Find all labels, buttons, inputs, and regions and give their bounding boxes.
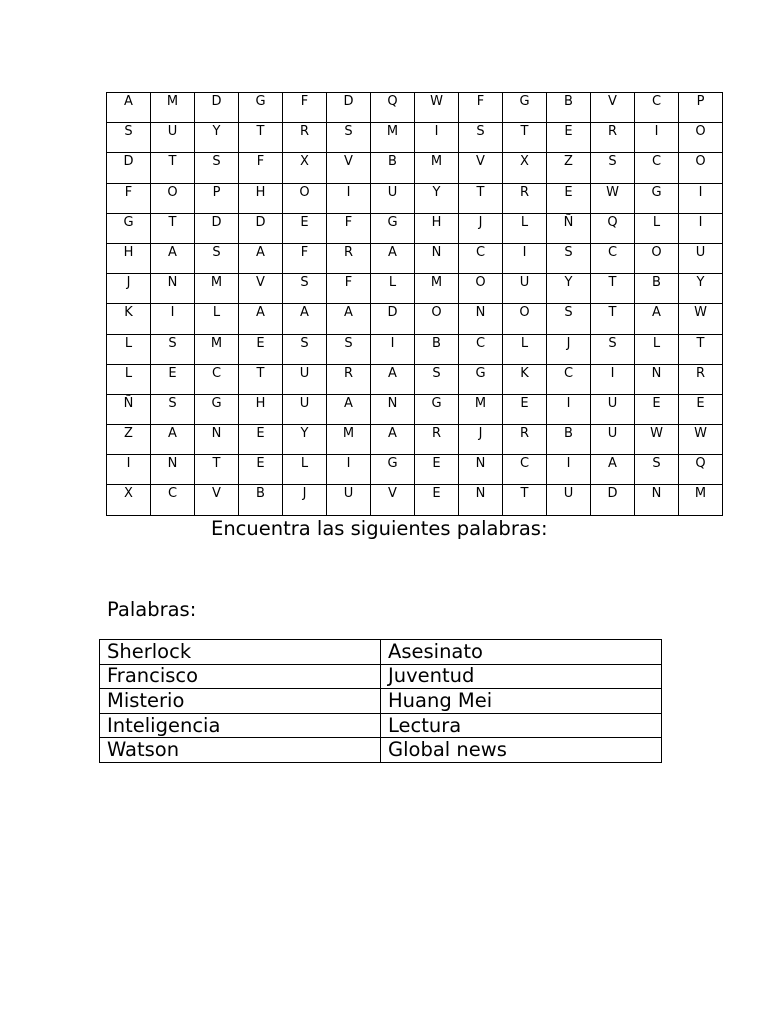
grid-cell: S	[547, 304, 591, 334]
word-list-cell: Sherlock	[100, 640, 381, 665]
grid-row	[107, 485, 723, 515]
grid-cell: S	[459, 123, 503, 153]
grid-cell: Y	[195, 123, 239, 153]
grid-cell: N	[151, 455, 195, 485]
grid-cell: R	[327, 243, 371, 273]
grid-cell: M	[415, 153, 459, 183]
grid-cell: S	[591, 153, 635, 183]
grid-cell: E	[283, 213, 327, 243]
grid-cell: I	[503, 243, 547, 273]
word-list-row	[100, 640, 662, 665]
grid-cell: R	[679, 364, 723, 394]
grid-cell: G	[503, 93, 547, 123]
grid-cell: C	[635, 153, 679, 183]
grid-cell: I	[107, 455, 151, 485]
word-list-cell: Francisco	[100, 664, 381, 689]
grid-cell: G	[371, 213, 415, 243]
grid-cell: E	[415, 455, 459, 485]
grid-cell: M	[371, 123, 415, 153]
grid-cell: A	[371, 425, 415, 455]
grid-cell: T	[591, 274, 635, 304]
grid-cell: P	[679, 93, 723, 123]
grid-cell: C	[503, 455, 547, 485]
grid-cell: N	[635, 364, 679, 394]
grid-cell: L	[283, 455, 327, 485]
grid-cell: F	[327, 213, 371, 243]
grid-cell: F	[459, 93, 503, 123]
grid-cell: R	[327, 364, 371, 394]
grid-row	[107, 123, 723, 153]
grid-cell: A	[327, 394, 371, 424]
grid-cell: J	[283, 485, 327, 515]
grid-cell: C	[591, 243, 635, 273]
grid-cell: S	[107, 123, 151, 153]
grid-cell: F	[107, 183, 151, 213]
grid-cell: Y	[547, 274, 591, 304]
grid-cell: N	[371, 394, 415, 424]
grid-cell: U	[151, 123, 195, 153]
grid-cell: R	[591, 123, 635, 153]
grid-cell: I	[371, 334, 415, 364]
grid-cell: A	[107, 93, 151, 123]
grid-cell: D	[239, 213, 283, 243]
grid-cell: F	[283, 93, 327, 123]
grid-cell: O	[459, 274, 503, 304]
grid-cell: S	[547, 243, 591, 273]
grid-cell: K	[107, 304, 151, 334]
grid-cell: S	[283, 274, 327, 304]
grid-cell: I	[327, 183, 371, 213]
grid-cell: N	[415, 243, 459, 273]
grid-cell: U	[371, 183, 415, 213]
grid-cell: S	[195, 153, 239, 183]
grid-cell: V	[591, 93, 635, 123]
grid-cell: J	[459, 425, 503, 455]
grid-cell: H	[239, 183, 283, 213]
grid-cell: F	[327, 274, 371, 304]
grid-cell: U	[283, 364, 327, 394]
grid-cell: A	[239, 304, 283, 334]
grid-cell: W	[635, 425, 679, 455]
grid-cell: E	[679, 394, 723, 424]
grid-cell: E	[415, 485, 459, 515]
grid-cell: W	[679, 425, 723, 455]
grid-row	[107, 183, 723, 213]
grid-cell: T	[679, 334, 723, 364]
word-list-cell: Inteligencia	[100, 713, 381, 738]
grid-cell: Q	[591, 213, 635, 243]
instruction-text: Encuentra las siguientes palabras:	[211, 517, 548, 540]
grid-cell: A	[371, 243, 415, 273]
grid-cell: T	[239, 364, 283, 394]
grid-cell: E	[239, 334, 283, 364]
grid-cell: C	[195, 364, 239, 394]
grid-cell: N	[635, 485, 679, 515]
grid-cell: B	[547, 425, 591, 455]
grid-cell: V	[327, 153, 371, 183]
grid-cell: H	[107, 243, 151, 273]
grid-cell: B	[371, 153, 415, 183]
grid-cell: U	[679, 243, 723, 273]
grid-cell: X	[503, 153, 547, 183]
grid-cell: M	[151, 93, 195, 123]
grid-cell: G	[415, 394, 459, 424]
grid-cell: L	[107, 364, 151, 394]
grid-cell: S	[635, 455, 679, 485]
grid-cell: V	[371, 485, 415, 515]
grid-cell: G	[107, 213, 151, 243]
grid-cell: S	[327, 123, 371, 153]
grid-cell: G	[195, 394, 239, 424]
grid-cell: T	[151, 153, 195, 183]
grid-cell: D	[591, 485, 635, 515]
grid-cell: C	[459, 243, 503, 273]
grid-cell: O	[635, 243, 679, 273]
grid-cell: L	[107, 334, 151, 364]
grid-cell: S	[195, 243, 239, 273]
grid-cell: R	[415, 425, 459, 455]
grid-cell: F	[283, 243, 327, 273]
grid-cell: A	[283, 304, 327, 334]
grid-cell: Z	[107, 425, 151, 455]
grid-cell: A	[151, 243, 195, 273]
grid-cell: J	[459, 213, 503, 243]
grid-cell: I	[547, 394, 591, 424]
grid-cell: U	[591, 394, 635, 424]
word-list-cell: Global news	[381, 738, 662, 763]
grid-cell: U	[327, 485, 371, 515]
grid-cell: O	[679, 123, 723, 153]
grid-cell: C	[151, 485, 195, 515]
grid-cell: O	[283, 183, 327, 213]
grid-cell: X	[107, 485, 151, 515]
grid-cell: I	[635, 123, 679, 153]
grid-cell: A	[371, 364, 415, 394]
grid-cell: G	[371, 455, 415, 485]
grid-cell: B	[547, 93, 591, 123]
grid-cell: Y	[679, 274, 723, 304]
grid-cell: Z	[547, 153, 591, 183]
grid-cell: E	[239, 455, 283, 485]
grid-cell: W	[415, 93, 459, 123]
grid-cell: T	[151, 213, 195, 243]
grid-cell: T	[459, 183, 503, 213]
grid-cell: S	[151, 334, 195, 364]
grid-cell: M	[195, 334, 239, 364]
words-heading: Palabras:	[107, 598, 197, 621]
grid-cell: P	[195, 183, 239, 213]
grid-cell: I	[547, 455, 591, 485]
grid-cell: E	[635, 394, 679, 424]
grid-cell: J	[107, 274, 151, 304]
grid-cell: S	[283, 334, 327, 364]
grid-cell: Q	[371, 93, 415, 123]
grid-cell: N	[459, 485, 503, 515]
grid-cell: L	[635, 213, 679, 243]
grid-cell: M	[415, 274, 459, 304]
grid-cell: T	[503, 123, 547, 153]
grid-cell: E	[151, 364, 195, 394]
grid-cell: T	[503, 485, 547, 515]
word-list-cell: Watson	[100, 738, 381, 763]
grid-row	[107, 334, 723, 364]
grid-cell: N	[151, 274, 195, 304]
word-list-row	[100, 738, 662, 763]
grid-cell: S	[591, 334, 635, 364]
grid-cell: E	[239, 425, 283, 455]
grid-cell: M	[459, 394, 503, 424]
word-list-row	[100, 664, 662, 689]
grid-row	[107, 93, 723, 123]
grid-cell: I	[415, 123, 459, 153]
grid-row	[107, 243, 723, 273]
word-list-cell: Juventud	[381, 664, 662, 689]
grid-row	[107, 274, 723, 304]
word-list-cell: Asesinato	[381, 640, 662, 665]
grid-cell: S	[151, 394, 195, 424]
grid-cell: W	[679, 304, 723, 334]
grid-cell: X	[283, 153, 327, 183]
grid-cell: O	[679, 153, 723, 183]
word-list-table	[99, 639, 662, 763]
grid-cell: I	[679, 213, 723, 243]
grid-cell: O	[151, 183, 195, 213]
grid-cell: U	[503, 274, 547, 304]
grid-cell: A	[239, 243, 283, 273]
grid-cell: L	[635, 334, 679, 364]
grid-cell: U	[547, 485, 591, 515]
grid-cell: Ñ	[547, 213, 591, 243]
word-list-cell: Misterio	[100, 689, 381, 714]
grid-cell: D	[107, 153, 151, 183]
grid-row	[107, 153, 723, 183]
grid-cell: A	[635, 304, 679, 334]
grid-cell: M	[679, 485, 723, 515]
grid-cell: M	[327, 425, 371, 455]
grid-row	[107, 364, 723, 394]
grid-cell: L	[371, 274, 415, 304]
grid-cell: V	[195, 485, 239, 515]
grid-cell: C	[635, 93, 679, 123]
grid-cell: Ñ	[107, 394, 151, 424]
word-search-grid	[106, 92, 723, 516]
grid-cell: A	[151, 425, 195, 455]
grid-cell: I	[327, 455, 371, 485]
grid-cell: B	[635, 274, 679, 304]
grid-cell: I	[679, 183, 723, 213]
grid-cell: R	[503, 183, 547, 213]
grid-cell: D	[195, 213, 239, 243]
grid-cell: N	[459, 455, 503, 485]
grid-cell: G	[239, 93, 283, 123]
grid-row	[107, 304, 723, 334]
grid-cell: D	[195, 93, 239, 123]
grid-cell: N	[459, 304, 503, 334]
grid-cell: Q	[679, 455, 723, 485]
grid-cell: I	[591, 364, 635, 394]
grid-cell: G	[635, 183, 679, 213]
grid-cell: K	[503, 364, 547, 394]
grid-cell: E	[503, 394, 547, 424]
grid-cell: A	[327, 304, 371, 334]
grid-cell: D	[327, 93, 371, 123]
grid-cell: E	[547, 183, 591, 213]
grid-cell: C	[547, 364, 591, 394]
grid-cell: R	[503, 425, 547, 455]
grid-cell: D	[371, 304, 415, 334]
grid-row	[107, 394, 723, 424]
grid-cell: E	[547, 123, 591, 153]
grid-cell: A	[591, 455, 635, 485]
grid-cell: O	[503, 304, 547, 334]
grid-cell: B	[239, 485, 283, 515]
grid-cell: O	[415, 304, 459, 334]
grid-row	[107, 213, 723, 243]
grid-cell: I	[151, 304, 195, 334]
grid-cell: S	[327, 334, 371, 364]
grid-cell: U	[283, 394, 327, 424]
grid-cell: G	[459, 364, 503, 394]
word-list-cell: Huang Mei	[381, 689, 662, 714]
grid-cell: M	[195, 274, 239, 304]
grid-cell: S	[415, 364, 459, 394]
grid-cell: H	[415, 213, 459, 243]
grid-row	[107, 425, 723, 455]
word-list-cell: Lectura	[381, 713, 662, 738]
grid-cell: L	[503, 334, 547, 364]
grid-cell: J	[547, 334, 591, 364]
grid-cell: T	[239, 123, 283, 153]
grid-cell: Y	[283, 425, 327, 455]
grid-cell: C	[459, 334, 503, 364]
word-list-row	[100, 713, 662, 738]
grid-cell: R	[283, 123, 327, 153]
grid-cell: U	[591, 425, 635, 455]
grid-cell: B	[415, 334, 459, 364]
grid-cell: N	[195, 425, 239, 455]
grid-cell: V	[239, 274, 283, 304]
grid-cell: F	[239, 153, 283, 183]
grid-cell: L	[503, 213, 547, 243]
grid-cell: V	[459, 153, 503, 183]
word-list-row	[100, 689, 662, 714]
grid-row	[107, 455, 723, 485]
grid-cell: Y	[415, 183, 459, 213]
grid-cell: T	[591, 304, 635, 334]
grid-cell: L	[195, 304, 239, 334]
grid-cell: H	[239, 394, 283, 424]
grid-cell: T	[195, 455, 239, 485]
grid-cell: W	[591, 183, 635, 213]
